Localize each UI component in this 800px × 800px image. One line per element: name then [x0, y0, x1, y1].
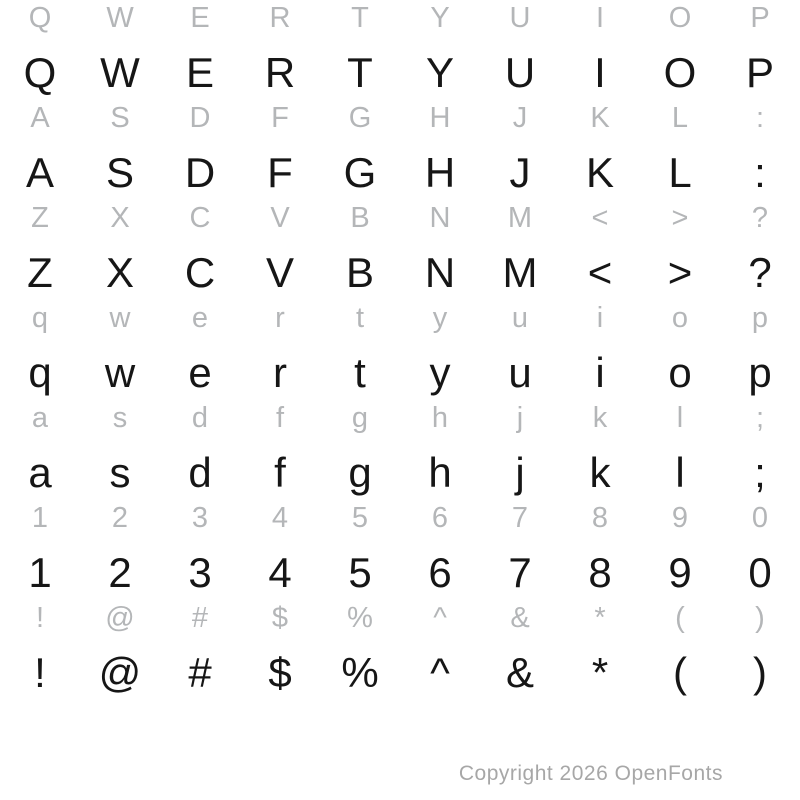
char-cell-black-6-1: @ — [98, 649, 142, 696]
char-cell-gray-5-3: 4 — [271, 502, 289, 534]
char-cell-gray-2-1: X — [110, 202, 130, 234]
char-cell-gray-1-0: A — [30, 102, 50, 134]
char-cell-black-0-9: P — [745, 49, 774, 96]
char-cell-black-2-9: ? — [748, 249, 772, 296]
char-cell-black-5-6: 7 — [508, 549, 532, 596]
char-cell-gray-4-4: g — [351, 402, 369, 434]
char-cell-gray-2-9: ? — [751, 202, 769, 234]
char-cell-black-0-1: W — [100, 49, 140, 96]
char-cell-black-4-2: d — [188, 449, 212, 496]
char-cell-black-6-3: $ — [268, 649, 292, 696]
char-cell-gray-5-1: 2 — [111, 502, 129, 534]
reference-row-digits-row — [0, 504, 800, 533]
char-cell-gray-4-2: d — [191, 402, 209, 434]
char-cell-black-1-7: K — [585, 149, 614, 196]
char-cell-gray-6-6: & — [510, 602, 530, 634]
char-cell-black-6-9: ) — [753, 649, 767, 696]
char-cell-black-4-4: g — [348, 449, 372, 496]
char-cell-black-5-5: 6 — [428, 549, 452, 596]
char-cell-black-4-9: ; — [754, 449, 766, 496]
char-cell-black-0-2: E — [185, 49, 214, 96]
char-cell-black-0-7: I — [594, 49, 606, 96]
char-cell-gray-2-2: C — [189, 202, 211, 234]
char-cell-gray-0-1: W — [106, 2, 134, 34]
char-cell-gray-4-5: h — [431, 402, 449, 434]
reference-row-uppercase-bottom-row — [0, 204, 800, 233]
char-cell-black-5-9: 0 — [748, 549, 772, 596]
char-cell-black-5-2: 3 — [188, 549, 212, 596]
char-cell-black-3-8: o — [668, 349, 692, 396]
char-cell-gray-0-7: I — [595, 2, 605, 34]
char-cell-black-6-4: % — [341, 649, 379, 696]
char-cell-gray-4-7: k — [592, 402, 608, 434]
char-cell-gray-1-4: G — [348, 102, 372, 134]
char-cell-gray-3-5: y — [432, 302, 448, 334]
reference-row-lowercase-top-row — [0, 304, 800, 333]
reference-row-symbols-row — [0, 604, 800, 633]
char-cell-black-5-3: 4 — [268, 549, 292, 596]
char-cell-gray-3-8: o — [671, 302, 689, 334]
char-cell-gray-0-9: P — [750, 2, 770, 34]
char-cell-black-0-0: Q — [23, 49, 57, 96]
char-cell-black-0-6: U — [504, 49, 536, 96]
char-cell-gray-6-3: $ — [271, 602, 289, 634]
char-cell-gray-0-2: E — [190, 2, 210, 34]
char-cell-gray-0-0: Q — [28, 2, 52, 34]
char-cell-gray-5-6: 7 — [511, 502, 529, 534]
char-cell-black-2-8: > — [667, 249, 693, 296]
char-cell-black-6-0: ! — [34, 649, 46, 696]
char-cell-gray-3-3: r — [275, 302, 285, 334]
char-cell-black-1-3: F — [267, 149, 293, 196]
char-row-pair-lowercase-home-row — [0, 400, 800, 500]
char-cell-gray-0-4: T — [351, 2, 369, 34]
char-cell-gray-3-2: e — [191, 302, 209, 334]
char-cell-gray-2-3: V — [270, 202, 290, 234]
char-cell-black-1-5: H — [424, 149, 456, 196]
char-cell-gray-4-6: j — [516, 402, 524, 434]
char-cell-gray-4-1: s — [112, 402, 128, 434]
char-cell-black-0-4: T — [347, 49, 373, 96]
char-cell-gray-0-3: R — [269, 2, 291, 34]
char-cell-black-1-8: L — [668, 149, 692, 196]
char-cell-gray-2-7: < — [591, 202, 609, 234]
char-cell-gray-6-4: % — [347, 602, 373, 634]
char-cell-gray-6-0: ! — [35, 602, 45, 634]
char-cell-black-4-8: l — [675, 449, 685, 496]
char-row-pair-uppercase-bottom-row — [0, 200, 800, 300]
char-cell-gray-3-4: t — [355, 302, 365, 334]
char-cell-gray-6-9: ) — [755, 602, 765, 634]
sample-row-uppercase-home-row — [0, 149, 800, 196]
sample-row-lowercase-top-row — [0, 349, 800, 396]
char-cell-black-5-0: 1 — [28, 549, 52, 596]
char-cell-gray-2-6: M — [507, 202, 533, 234]
char-cell-black-3-9: p — [748, 349, 772, 396]
char-cell-gray-3-9: p — [751, 302, 769, 334]
char-cell-gray-3-7: i — [596, 302, 604, 334]
char-cell-gray-4-0: a — [31, 402, 49, 434]
char-cell-gray-6-5: ^ — [433, 602, 447, 634]
char-cell-gray-2-0: Z — [31, 202, 49, 234]
char-cell-black-2-0: Z — [27, 249, 53, 296]
char-cell-black-3-7: i — [595, 349, 605, 396]
char-cell-gray-4-8: l — [676, 402, 684, 434]
copyright-watermark: Copyright 2026 OpenFonts — [458, 762, 723, 785]
char-cell-gray-1-5: H — [429, 102, 451, 134]
char-cell-gray-4-9: ; — [755, 402, 765, 434]
char-cell-gray-1-8: L — [671, 102, 689, 134]
char-cell-gray-3-1: w — [109, 302, 131, 334]
sample-row-digits-row — [0, 549, 800, 596]
char-cell-black-5-7: 8 — [588, 549, 612, 596]
char-cell-black-4-7: k — [589, 449, 611, 496]
char-cell-black-4-0: a — [28, 449, 52, 496]
char-cell-black-1-4: G — [343, 149, 377, 196]
char-cell-black-4-5: h — [428, 449, 452, 496]
char-cell-black-3-5: y — [429, 349, 451, 396]
char-cell-black-6-5: ^ — [430, 649, 450, 696]
sample-row-uppercase-bottom-row — [0, 249, 800, 296]
char-cell-black-2-3: V — [265, 249, 294, 296]
char-cell-gray-1-3: F — [271, 102, 289, 134]
char-cell-gray-0-5: Y — [430, 2, 450, 34]
char-cell-black-2-5: N — [424, 249, 456, 296]
char-cell-gray-1-9: : — [755, 102, 765, 134]
reference-row-lowercase-home-row — [0, 404, 800, 433]
reference-row-uppercase-home-row — [0, 104, 800, 133]
char-cell-gray-6-8: ( — [675, 602, 685, 634]
char-cell-gray-5-5: 6 — [431, 502, 449, 534]
char-row-pair-symbols-row — [0, 600, 800, 700]
char-cell-gray-1-2: D — [189, 102, 211, 134]
char-cell-black-0-5: Y — [425, 49, 454, 96]
char-row-pair-lowercase-top-row — [0, 300, 800, 400]
char-cell-black-3-3: r — [273, 349, 287, 396]
char-cell-black-2-7: < — [587, 249, 613, 296]
char-cell-gray-3-6: u — [511, 302, 529, 334]
char-cell-gray-2-8: > — [671, 202, 689, 234]
char-cell-gray-5-0: 1 — [31, 502, 49, 534]
char-cell-black-5-1: 2 — [108, 549, 132, 596]
sample-row-symbols-row — [0, 649, 800, 696]
char-cell-black-3-1: w — [104, 349, 136, 396]
char-cell-gray-6-2: # — [191, 602, 209, 634]
char-cell-black-4-1: s — [109, 449, 131, 496]
char-cell-gray-5-8: 9 — [671, 502, 689, 534]
char-cell-black-0-3: R — [264, 49, 296, 96]
char-cell-gray-6-7: * — [594, 602, 606, 634]
char-cell-black-6-2: # — [188, 649, 212, 696]
char-cell-black-3-0: q — [28, 349, 52, 396]
char-cell-gray-1-6: J — [512, 102, 528, 134]
char-cell-black-5-8: 9 — [668, 549, 692, 596]
char-cell-gray-1-1: S — [110, 102, 130, 134]
char-cell-black-6-8: ( — [673, 649, 687, 696]
char-cell-black-2-2: C — [184, 249, 216, 296]
reference-row-uppercase-top-row — [0, 4, 800, 33]
sample-row-uppercase-top-row — [0, 49, 800, 96]
char-cell-gray-1-7: K — [590, 102, 610, 134]
char-cell-gray-4-3: f — [275, 402, 285, 434]
char-cell-black-3-4: t — [354, 349, 366, 396]
char-cell-black-4-3: f — [274, 449, 286, 496]
char-cell-gray-2-5: N — [429, 202, 451, 234]
char-row-pair-uppercase-home-row — [0, 100, 800, 200]
char-cell-gray-2-4: B — [350, 202, 370, 234]
char-cell-black-2-1: X — [105, 249, 134, 296]
char-cell-black-4-6: j — [515, 449, 525, 496]
char-cell-black-3-2: e — [188, 349, 212, 396]
char-cell-black-3-6: u — [508, 349, 532, 396]
char-row-pair-uppercase-top-row — [0, 0, 800, 100]
char-cell-black-1-2: D — [184, 149, 216, 196]
char-cell-black-2-4: B — [345, 249, 374, 296]
sample-row-lowercase-home-row — [0, 449, 800, 496]
char-row-pair-digits-row — [0, 500, 800, 600]
char-cell-gray-0-6: U — [509, 2, 531, 34]
char-cell-gray-5-4: 5 — [351, 502, 369, 534]
char-cell-gray-5-7: 8 — [591, 502, 609, 534]
char-cell-black-1-6: J — [509, 149, 531, 196]
char-cell-gray-5-9: 0 — [751, 502, 769, 534]
char-cell-black-6-6: & — [505, 649, 534, 696]
char-cell-black-0-8: O — [663, 49, 697, 96]
char-cell-gray-5-2: 3 — [191, 502, 209, 534]
char-cell-black-5-4: 5 — [348, 549, 372, 596]
char-cell-black-6-7: * — [591, 649, 609, 696]
char-cell-black-1-0: A — [25, 149, 54, 196]
char-cell-gray-3-0: q — [31, 302, 49, 334]
char-cell-black-1-9: : — [754, 149, 766, 196]
char-cell-gray-0-8: O — [668, 2, 692, 34]
char-cell-black-1-1: S — [105, 149, 134, 196]
char-cell-black-2-6: M — [502, 249, 538, 296]
char-cell-gray-6-1: @ — [105, 602, 135, 634]
